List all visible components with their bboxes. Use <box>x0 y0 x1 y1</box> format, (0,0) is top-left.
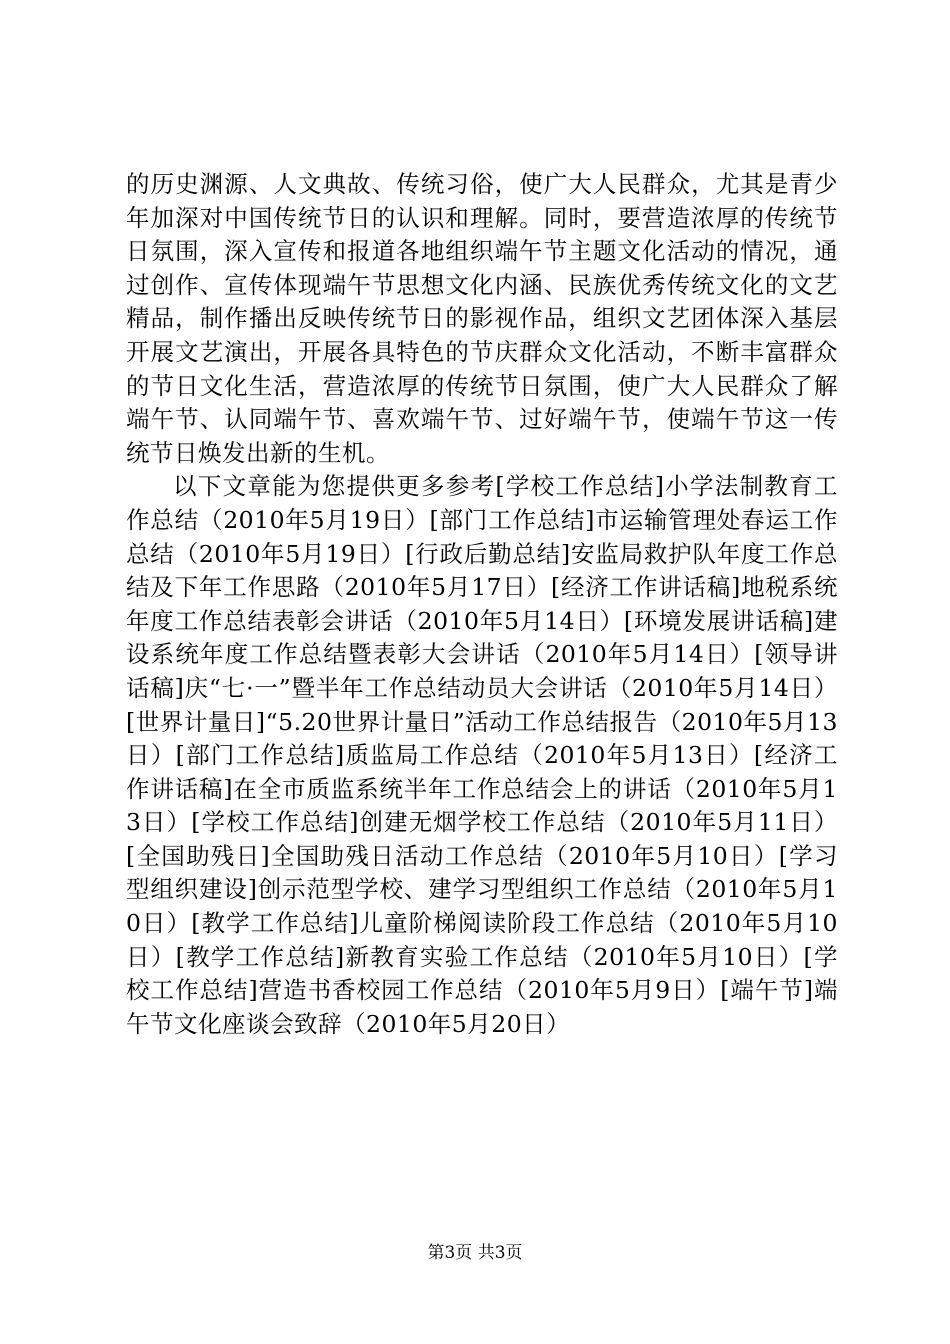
document-body <box>126 168 838 1041</box>
paragraph-related-articles: 以下文章能为您提供更多参考[学校工作总结]小学法制教育工作总结（2010年5月19日）[部门工作总结]市运输管理处春运工作总结（2010年5月19日）[行政后勤总结]安监局救护队年度工作总结及下年工作思路（2010年5月17日）[经济工作讲话稿]地税系统年度工作总结表彰会讲话（2010年5月14日）[环境发展讲话稿]建设系统年度工作总结暨表彰大会讲话（2010年5月14日）[领导讲话稿]庆“七·一”暨半年工作总结动员大会讲话（2010年5月14日）[世界计量日]“5.20世界计量日”活动工作总结报告（2010年5月13日）[部门工作总结]质监局工作总结（2010年5月13日）[经济工作讲话稿]在全市质监系统半年工作总结会上的讲话（2010年5月13日）[学校工作总结]创建无烟学校工作总结（2010年5月11日）[全国助残日]全国助残日活动工作总结（2010年5月10日）[学习型组织建设]创示范型学校、建学习型组织工作总结（2010年5月10日）[教学工作总结]儿童阶梯阅读阶段工作总结（2010年5月10日）[教学工作总结]新教育实验工作总结（2010年5月10日）[学校工作总结]营造书香校园工作总结（2010年5月9日）[端午节]端午节文化座谈会致辞（2010年5月20日） <box>126 472 838 1038</box>
page-footer <box>0 1242 950 1264</box>
paragraph-continuation: 的历史渊源、人文典故、传统习俗，使广大人民群众，尤其是青少年加深对中国传统节日的认识和理解。同时，要营造浓厚的传统节日氛围，深入宣传和报道各地组织端午节主题文化活动的情况，通过创作、宣传体现端午节思想文化内涵、民族优秀传统文化的文艺精品，制作播出反映传统节日的影视作品，组织文艺团体深入基层开展文艺演出，开展各具特色的节庆群众文化活动，不断丰富群众的节日文化生活，营造浓厚的传统节日氛围，使广大人民群众了解端午节、认同端午节、喜欢端午节、过好端午节，使端午节这一传统节日焕发出新的生机。 <box>126 170 838 467</box>
page-number: 第3页 共3页 <box>427 1243 523 1263</box>
